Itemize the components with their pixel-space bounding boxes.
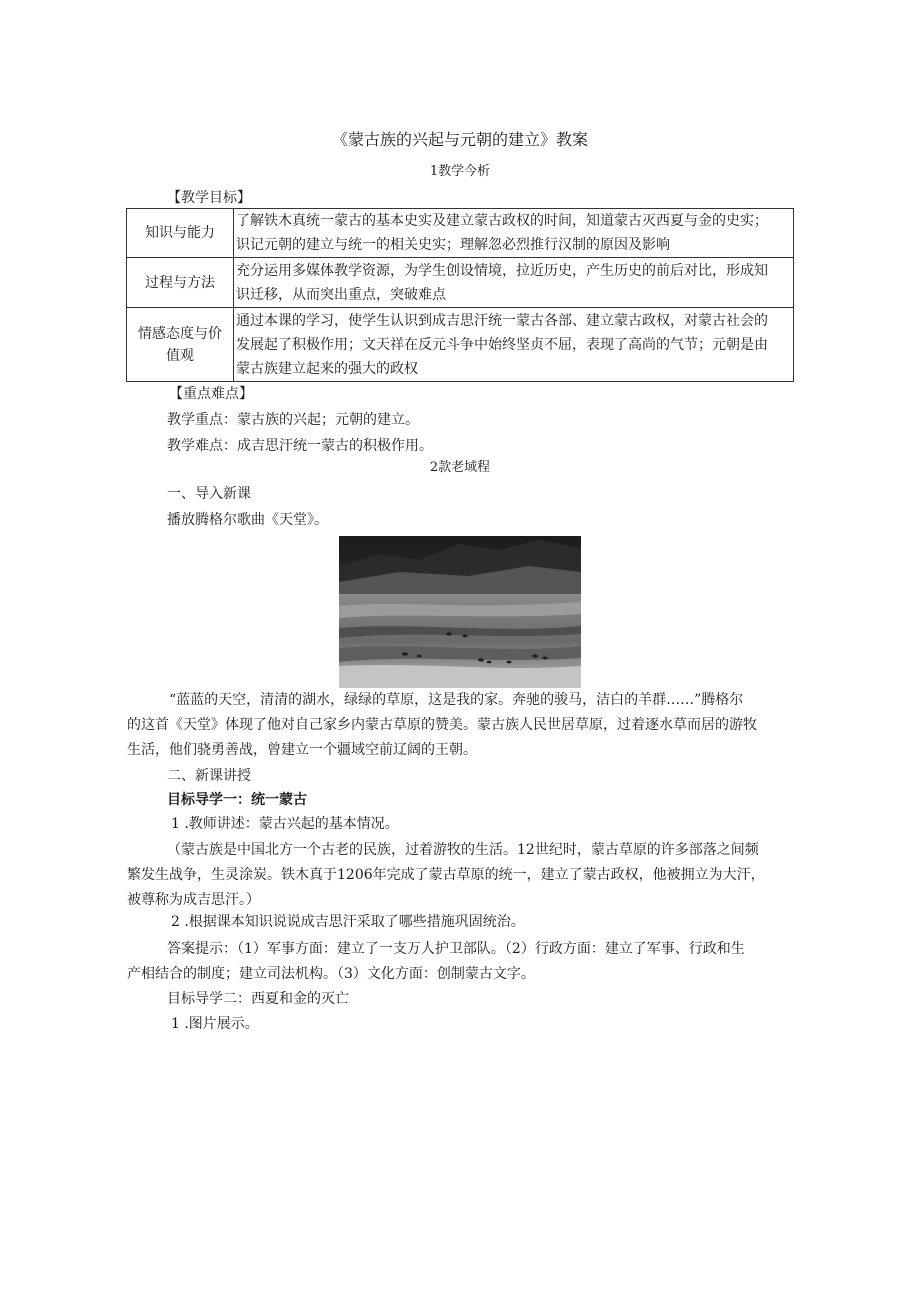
key-point: 教学重点：蒙古族的兴起；元朝的建立。 (167, 412, 419, 428)
item-2: 2 .根据课本知识说说成吉思汗采取了哪些措施巩固统治。 (171, 914, 525, 930)
goal-content-knowledge (234, 209, 794, 258)
goal-label-line: 值观 (166, 347, 194, 364)
goal-label-knowledge: 知识与能力 (127, 209, 234, 258)
quote-line: “蓝蓝的天空，清清的湖水，绿绿的草原，这是我的家。奔驰的骏马，洁白的羊群……”腾格尔 (169, 692, 744, 708)
goal-line: 了解铁木真统一蒙古的基本史实及建立蒙古政权的时间，知道蒙古灭西夏与金的史实； (236, 213, 768, 229)
section-heading-process: 2款老域程 (429, 460, 491, 475)
part1-heading: 一、导入新课 (167, 486, 251, 502)
goal1-heading: 目标导学一：统一蒙古 (167, 792, 307, 808)
item-3: 1 .图片展示。 (171, 1016, 259, 1032)
explain-line: 繁发生战争，生灵涂炭。铁木真于1206年完成了蒙古草原的统一，建立了蒙古政权，他被拥立为大汗， (127, 867, 765, 883)
goal-content-values (234, 308, 794, 382)
teaching-goals-table (126, 208, 794, 382)
part2-heading: 二、新课讲授 (167, 768, 251, 784)
goal-label-values (127, 308, 234, 382)
goal-line: 识记元朝的建立与统一的相关史实；理解忽必烈推行汉制的原因及影响 (236, 237, 670, 253)
goal-line: 发展起了积极作用；文天祥在反元斗争中始终坚贞不屈，表现了高尚的气节；元朝是由 (236, 336, 768, 353)
goal-label-process: 过程与方法 (127, 258, 234, 308)
goal-line: 识迁移，从而突出重点，突破难点 (236, 286, 446, 303)
goal-line: 蒙古族建立起来的强大的政权 (236, 360, 418, 377)
explain-line: 被尊称为成吉思汗。） (127, 892, 260, 908)
explain-line: （蒙古族是中国北方一个古老的民族，过着游牧的生活。12世纪时，蒙古草原的许多部落之间频 (167, 842, 759, 858)
goals-row-knowledge (127, 209, 794, 258)
section-heading-analysis: 1教学今析 (429, 164, 491, 179)
page-title: 《蒙古族的兴起与元朝的建立》教案 (331, 130, 588, 149)
goals-label: 【教学目标】 (167, 190, 251, 206)
grassland-photo (339, 536, 581, 688)
quote-line: 的这首《天堂》体现了他对自己家乡内蒙古草原的赞美。蒙古族人民世居草原，过着逐水草而居的游牧 (127, 717, 757, 733)
difficult-point: 教学难点：成吉思汗统一蒙古的积极作用。 (167, 438, 433, 454)
answer-line: 产相结合的制度；建立司法机构。（3）文化方面：创制蒙古文字。 (127, 966, 535, 982)
goal-label-line: 情感态度与价 (138, 325, 222, 342)
item-1: 1 .教师讲述：蒙古兴起的基本情况。 (171, 816, 399, 832)
quote-line: 生活，他们骁勇善战，曾建立一个疆域空前辽阔的王朝。 (127, 742, 477, 758)
goals-row-values (127, 308, 794, 382)
keypoints-label: 【重点难点】 (169, 386, 253, 402)
goal-line: 充分运用多媒体教学资源，为学生创设情境，拉近历史，产生历史的前后对比，形成知 (236, 262, 768, 279)
goal2-heading: 目标导学二：西夏和金的灭亡 (167, 991, 349, 1007)
goal-content-process (234, 258, 794, 308)
goals-row-process (127, 258, 794, 308)
song-line: 播放腾格尔歌曲《天堂》。 (167, 512, 328, 528)
answer-line: 答案提示：（1）军事方面：建立了一支万人护卫部队。（2）行政方面：建立了军事、行政和生 (167, 941, 745, 957)
goal-line: 通过本课的学习，使学生认识到成吉思汗统一蒙古各部、建立蒙古政权，对蒙古社会的 (236, 312, 768, 329)
